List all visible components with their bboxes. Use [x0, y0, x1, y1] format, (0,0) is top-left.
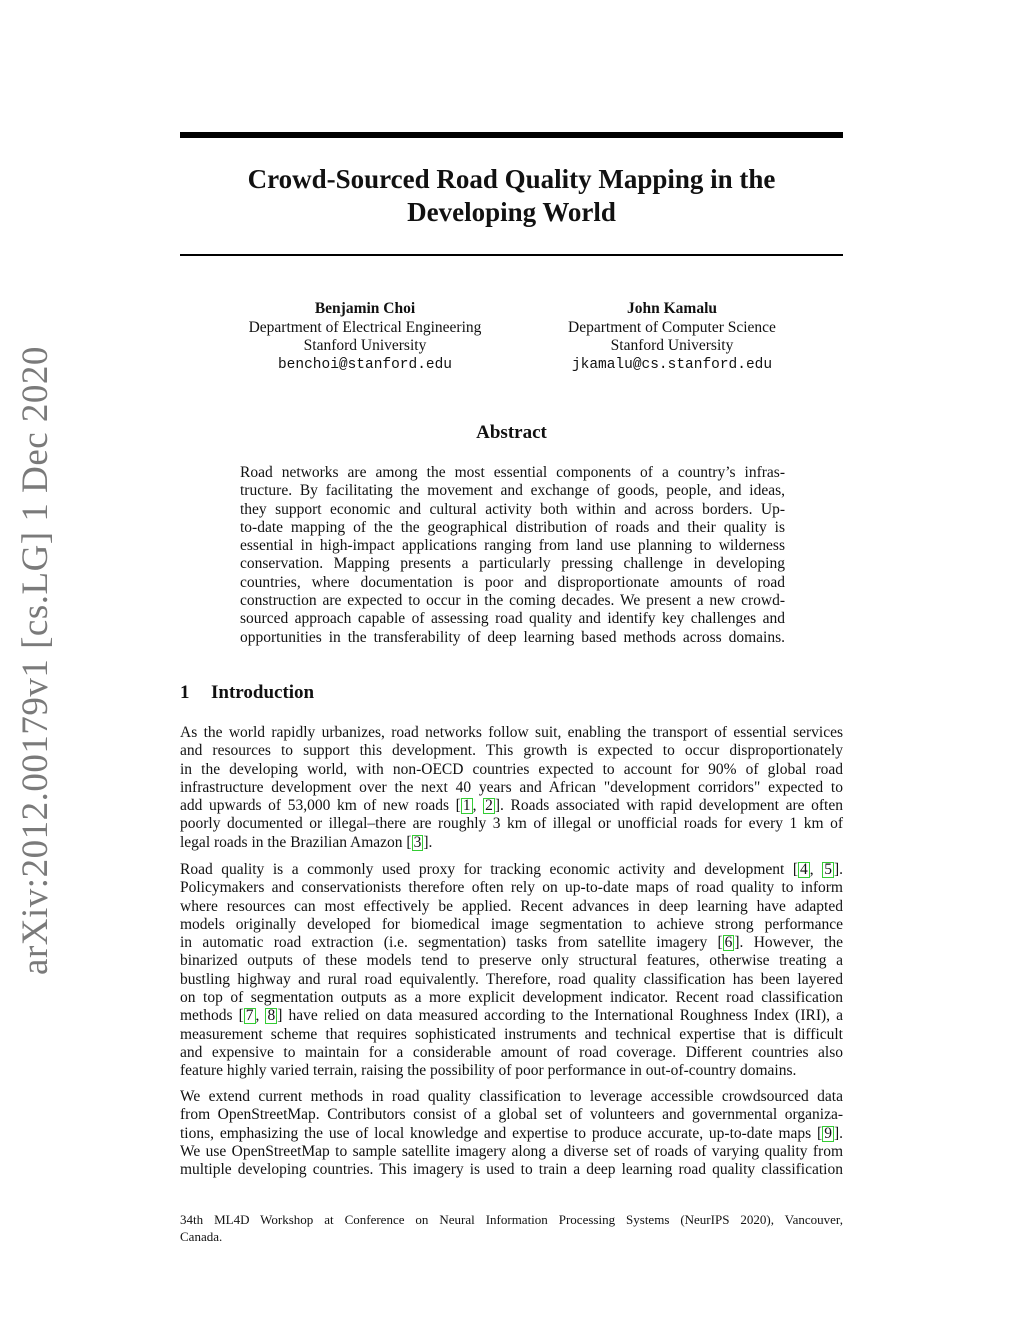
text-run: ]. — [423, 833, 433, 851]
abstract-line: they support economic and cultural activity both within and across borders. Up- — [240, 500, 785, 518]
text-run: tions, emphasizing the use of local knowledge and expertise to produce accurate, up-to-date maps [ — [180, 1124, 823, 1142]
paragraph-line: in the developing world, with non-OECD countries expected to account for 90% of global road — [180, 760, 843, 778]
paragraph-line: multiple developing countries. This imagery is used to train a deep learning road quality classification — [180, 1161, 843, 1179]
title-bottom-rule — [180, 254, 843, 256]
abstract-line: sourced approach capable of assessing road quality and identify key challenges and — [240, 610, 785, 628]
paragraph-line — [180, 834, 843, 852]
paragraph-line — [180, 1125, 843, 1143]
author-name: John Kamalu — [626, 300, 717, 317]
paragraph-line: Road quality is a commonly used proxy for tracking economic activity and development [ 4 , 5 ]. — [180, 861, 843, 878]
text-run: ]. — [833, 1124, 843, 1142]
paragraph-line: We extend current methods in road quality classification to leverage accessible crowdsourced data — [180, 1088, 843, 1105]
author-block-1 — [205, 300, 525, 374]
intro-paragraph-2 — [180, 861, 843, 1081]
intro-paragraph-1 — [180, 724, 843, 852]
paragraph-line: and expensive to maintain for a considerable amount of road coverage. Different countries also — [180, 1043, 843, 1061]
title-line: Developing World — [407, 197, 616, 227]
abstract-line: tructure. By facilitating the movement and exchange of goods, people, and ideas, — [240, 482, 785, 500]
paragraph-line: on top of segmentation outputs as a more explicit development indicator. Recent road classification — [180, 989, 843, 1007]
title-top-rule — [180, 132, 843, 138]
text-run: methods [ — [180, 1007, 244, 1025]
paragraph-line: Policymakers and conservationists therefore often rely on up-to-date maps of road quality to inform — [180, 879, 843, 897]
text-run: Road quality is a commonly used proxy for tracking economic activity and development [ — [180, 861, 799, 878]
abstract-line: essential in high-impact applications ranging from land use planning to wilderness — [240, 537, 785, 555]
author-email[interactable]: jkamalu@cs.stanford.edu — [571, 356, 773, 373]
text-run: ]. — [833, 861, 843, 878]
author-department: Department of Electrical Engineering — [248, 318, 482, 336]
abstract-line: to-date mapping of the the geographical distribution of roads and their quality is — [240, 518, 785, 536]
text-run: ] have relied on data measured according to the International Roughness Index (IRI), a — [277, 1007, 843, 1025]
text-run: ]. Roads associated with rapid development are often — [494, 797, 843, 815]
text-run: ]. However, the — [734, 934, 843, 952]
abstract-line: conservation. Mapping presents a particularly pressing challenge in developing — [240, 555, 785, 573]
text-run: add upwards of 53,000 km of new roads [ — [180, 797, 461, 815]
arxiv-identifier-text: arXiv:2012.00179v1 [cs.LG] 1 Dec 2020 — [14, 345, 56, 975]
title-line: Crowd-Sourced Road Quality Mapping in the — [247, 164, 776, 194]
paragraph-line: add upwards of 53,000 km of new roads [ 1 , 2 ]. Roads associated with rapid development are often — [180, 797, 843, 815]
paper-title — [180, 163, 843, 229]
paragraph-line: where resources can most effectively be applied. Recent advances in deep learning have adapted — [180, 897, 843, 915]
author-department: Department of Computer Science — [568, 318, 776, 336]
citation-link[interactable]: 5 — [824, 861, 832, 878]
citation-link[interactable]: 3 — [413, 833, 422, 851]
paragraph-line — [180, 934, 843, 952]
citation-link[interactable]: 2 — [485, 797, 493, 815]
paragraph-line: infrastructure development over the next 40 years and African "development corridors" expected to — [180, 778, 843, 796]
paragraph-line: We use OpenStreetMap to sample satellite imagery along a diverse set of roads of varying quality from — [180, 1142, 843, 1160]
section-number: 1 — [180, 682, 190, 703]
author-email[interactable]: benchoi@stanford.edu — [277, 356, 453, 373]
abstract-line: construction are expected to occur in the coming decades. We present a new crowd- — [240, 592, 785, 610]
paragraph-line: As the world rapidly urbanizes, road networks follow suit, enabling the transport of essential services — [180, 724, 843, 741]
citation-link[interactable]: 9 — [824, 1124, 832, 1142]
citation-link[interactable]: 1 — [462, 797, 471, 815]
abstract-line: opportunities in the transferability of deep learning based methods across domains. — [240, 628, 785, 646]
author-university: Stanford University — [610, 337, 734, 354]
footnote-line: Canada. — [180, 1229, 223, 1244]
author-block-2 — [512, 300, 832, 374]
abstract-heading: Abstract — [476, 422, 547, 443]
abstract-line: countries, where documentation is poor and disproportionate amounts of road — [240, 573, 785, 591]
text-run: in automatic road extraction (i.e. segmentation) tasks from satellite imagery [ — [180, 934, 723, 952]
paragraph-line: poorly documented or illegal–there are roughly 3 km of illegal or unofficial roads for every 1 km of — [180, 815, 843, 833]
author-name: Benjamin Choi — [314, 300, 416, 317]
intro-paragraph-3 — [180, 1088, 843, 1179]
paragraph-line: measurement scheme that requires sophisticated instruments and technical expertise that is difficult — [180, 1025, 843, 1043]
abstract-line: Road networks are among the most essential components of a country’s infras- — [240, 464, 785, 481]
paragraph-line: models originally developed for biomedical image segmentation to achieve strong performance — [180, 915, 843, 933]
citation-link[interactable]: 6 — [724, 934, 733, 952]
paragraph-line: bustling highway and rural road equivalently. Therefore, road quality classification has been layered — [180, 970, 843, 988]
venue-footnote — [180, 1211, 843, 1245]
citation-link[interactable]: 7 — [245, 1007, 254, 1025]
paragraph-line: feature highly varied terrain, raising the possibility of poor performance in out-of-country domains. — [180, 1062, 797, 1080]
paragraph-line: and resources to support this development. This growth is expected to occur disproportionately — [180, 742, 843, 760]
paragraph-line: methods [ 7 , 8 ] have relied on data measured according to the International Roughness Index (IRI), a — [180, 1007, 843, 1025]
arxiv-identifier — [8, 345, 62, 975]
text-run: legal roads in the Brazilian Amazon [ — [180, 833, 412, 851]
author-university: Stanford University — [303, 337, 427, 354]
paragraph-line: from OpenStreetMap. Contributors consist of a global set of volunteers and governmental organiza- — [180, 1106, 843, 1124]
citation-link[interactable]: 8 — [267, 1007, 276, 1025]
abstract-body — [240, 464, 785, 647]
citation-link[interactable]: 4 — [800, 861, 808, 878]
section-title: Introduction — [211, 682, 315, 703]
section-heading-introduction — [180, 682, 314, 704]
paragraph-line: binarized outputs of these models tend to preserve only structural features, otherwise treating a — [180, 952, 843, 970]
footnote-line: 34th ML4D Workshop at Conference on Neural Information Processing Systems (NeurIPS 2020), Vancouver, — [180, 1212, 843, 1227]
